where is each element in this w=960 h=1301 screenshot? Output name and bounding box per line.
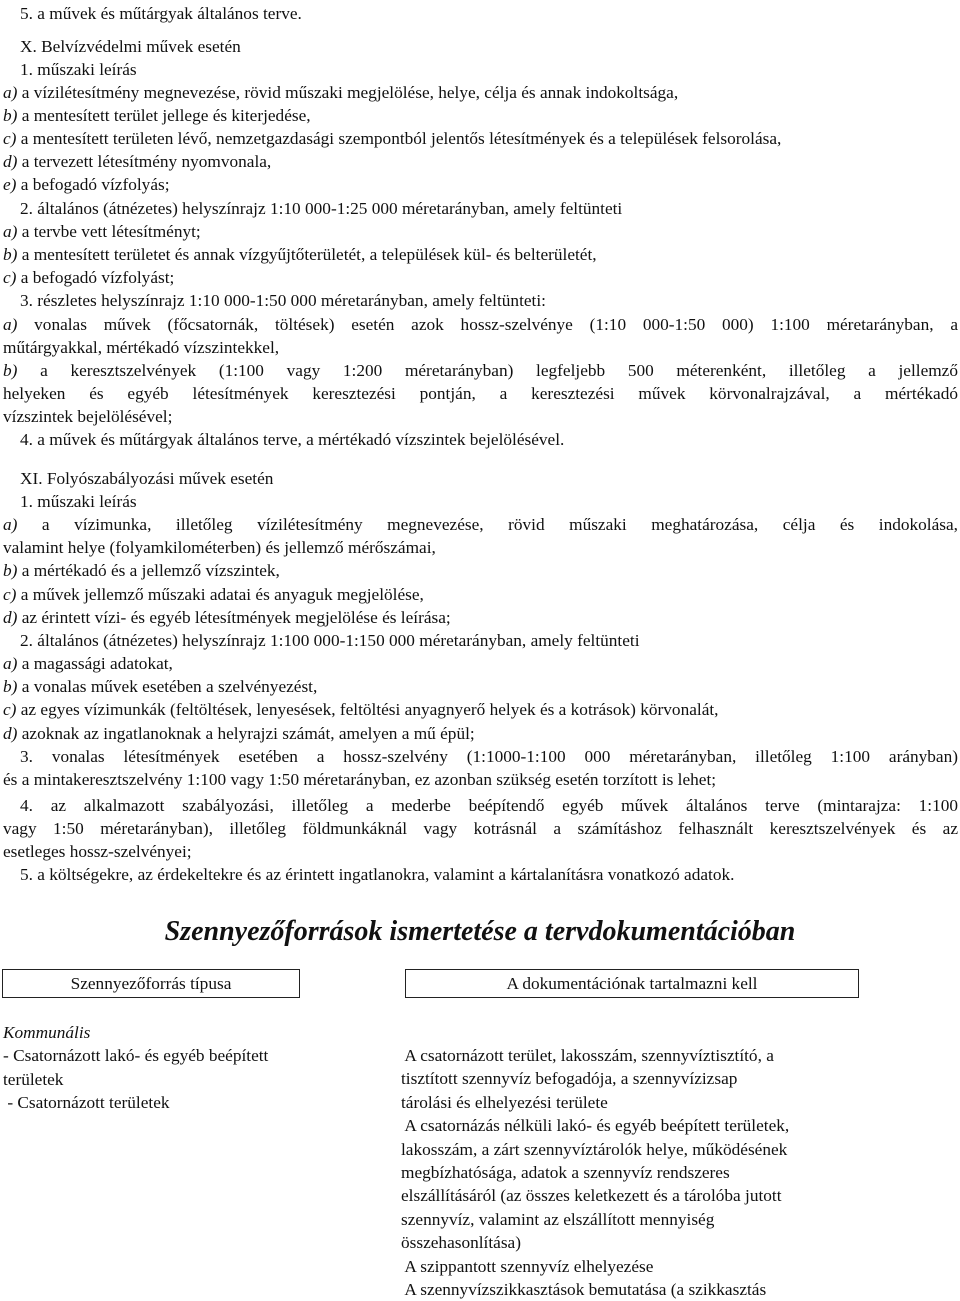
line-text: a mentesített területen lévő, nemzetgazdasági szempontból jelentős létesítmények és a települések felsorolása, xyxy=(16,129,782,148)
line-text: és a mintakeresztszelvény 1:100 vagy 1:50 méretarányban, ez azonban szükség esetén torzított is lehet; xyxy=(3,770,717,789)
line-text: az érintett vízi- és egyéb létesítmények megjelölése és leírása; xyxy=(17,608,451,627)
text-line xyxy=(0,559,958,582)
left-col-line: területek xyxy=(3,1069,64,1089)
right-col-line: A szennyvízszikkasztások bemutatása (a szikkasztás xyxy=(401,1280,767,1300)
text-line xyxy=(0,173,958,196)
line-text: a mértékadó és a jellemző vízszintek, xyxy=(17,561,280,580)
line-text: műtárgyakkal, mértékadó vízszintekkel, xyxy=(3,338,280,357)
line-text: XI. Folyószabályozási művek esetén xyxy=(20,469,274,488)
line-text: vízszintek bejelölésével; xyxy=(3,407,173,426)
list-marker: d) xyxy=(3,724,18,743)
line-text: 5. a költségekre, az érdekeltekre és az érintett ingatlanokra, valamint a kártalanításra vonatkozó adatok. xyxy=(20,865,735,884)
text-line xyxy=(0,266,958,289)
right-col-line: tisztított szennyvíz befogadója, a szennyvízizsap xyxy=(401,1069,738,1089)
text-line xyxy=(0,606,958,629)
text-line xyxy=(0,336,958,359)
left-col-line: - Csatornázott lakó- és egyéb beépített xyxy=(3,1046,269,1066)
text-line xyxy=(0,382,958,405)
right-col-line: lakosszám, a zárt szennyvíztárolók helye, működésének xyxy=(401,1139,788,1159)
text-line xyxy=(0,745,958,768)
text-line xyxy=(0,243,958,266)
list-marker: b) xyxy=(3,361,18,380)
line-text: a befogadó vízfolyás; xyxy=(16,175,170,194)
text-line xyxy=(0,863,958,886)
line-text: a vízimunka, illetőleg vízilétesítmény megnevezése, rövid műszaki meghatározása, célja és indokolása, xyxy=(17,515,958,534)
list-marker: b) xyxy=(3,106,18,125)
text-line xyxy=(0,536,958,559)
list-marker: b) xyxy=(3,245,18,264)
text-line xyxy=(0,652,958,675)
line-text: a vízilétesítmény megnevezése, rövid műszaki megjelölése, helye, célja és annak indokoltsága, xyxy=(17,83,679,102)
text-line xyxy=(0,2,958,25)
text-line xyxy=(0,405,958,428)
line-text: a tervezett létesítmény nyomvonala, xyxy=(17,152,272,171)
line-text: a magassági adatokat, xyxy=(17,654,173,673)
line-text: a mentesített terület jellege és kiterjedése, xyxy=(17,106,311,125)
right-col-line: elszállításáról (az összes keletkezett és a tárolóba jutott xyxy=(401,1186,782,1206)
list-marker: b) xyxy=(3,561,18,580)
list-marker: a) xyxy=(3,515,18,534)
table-left-column xyxy=(3,1021,268,1115)
line-text: a mentesített területet és annak vízgyűjtőterületét, a települések kül- és belterületét, xyxy=(17,245,597,264)
line-text: az egyes vízimunkák (feltöltések, lenyesések, feltöltési anyagnyerő helyek és a kotrások) körvonalát, xyxy=(16,700,719,719)
text-line xyxy=(0,220,958,243)
right-col-line: szennyvíz, valamint az elszállított mennyiség xyxy=(401,1209,715,1229)
list-marker: e) xyxy=(3,175,17,194)
category-label: Kommunális xyxy=(3,1023,91,1042)
line-text: valamint helye (folyamkilométerben) és jellemző mérőszámai, xyxy=(3,538,436,557)
left-col-line: - Csatornázott területek xyxy=(3,1093,170,1113)
right-col-line: A szippantott szennyvíz elhelyezése xyxy=(401,1256,654,1276)
list-marker: c) xyxy=(3,129,17,148)
line-text: helyeken és egyéb létesítmények keresztezési pontján, a keresztezési művek körvonalrajzával, a mértékadó xyxy=(3,384,958,403)
text-line xyxy=(0,490,958,513)
text-line xyxy=(0,289,958,312)
list-marker: d) xyxy=(3,152,18,171)
right-col-line: tárolási és elhelyezési területe xyxy=(401,1092,608,1112)
line-text: a tervbe vett létesítményt; xyxy=(17,222,201,241)
line-text: 1. műszaki leírás xyxy=(20,60,137,79)
line-text: 4. a művek és műtárgyak általános terve, a mértékadó vízszintek bejelölésével. xyxy=(20,430,565,449)
list-marker: c) xyxy=(3,700,17,719)
list-marker: c) xyxy=(3,268,17,287)
list-marker: c) xyxy=(3,585,17,604)
right-col-line: A csatornázott terület, lakosszám, szennyvíztisztító, a xyxy=(401,1046,774,1065)
text-line xyxy=(0,768,958,791)
line-text: vonalas művek (főcsatornák, töltések) esetén azok hossz-szelvénye (1:10 000-1:50 000) 1:100 méretarányban, a xyxy=(17,315,958,334)
list-marker: a) xyxy=(3,654,18,673)
table-right-column xyxy=(401,1044,789,1301)
text-line xyxy=(0,817,958,840)
text-line xyxy=(0,81,958,104)
text-line xyxy=(0,313,958,336)
list-marker: b) xyxy=(3,677,18,696)
line-text: a befogadó vízfolyást; xyxy=(16,268,175,287)
text-line xyxy=(0,359,958,382)
line-text: 1. műszaki leírás xyxy=(20,492,137,511)
text-line xyxy=(0,150,958,173)
table-header-source-type: Szennyezőforrás típusa xyxy=(2,969,300,998)
line-text: 4. az alkalmazott szabályozási, illetőleg a mederbe beépítendő egyéb művek általános terve (mintarajza: 1:100 xyxy=(20,796,958,815)
list-marker: a) xyxy=(3,315,18,334)
text-line xyxy=(0,104,958,127)
text-line xyxy=(0,675,958,698)
line-text: azoknak az ingatlanoknak a helyrajzi számát, amelyen a mű épül; xyxy=(17,724,475,743)
line-text: a vonalas művek esetében a szelvényezést, xyxy=(17,677,318,696)
list-marker: d) xyxy=(3,608,18,627)
line-text: 2. általános (átnézetes) helyszínrajz 1:100 000-1:150 000 méretarányban, amely feltünteti xyxy=(20,631,640,650)
line-text: a művek jellemző műszaki adatai és anyaguk megjelölése, xyxy=(16,585,424,604)
text-line xyxy=(0,428,958,451)
line-text: esetleges hossz-szelvényei; xyxy=(3,842,192,861)
line-text: 5. a művek és műtárgyak általános terve. xyxy=(20,4,302,23)
text-line xyxy=(0,698,958,721)
text-line xyxy=(0,840,958,863)
text-line xyxy=(0,583,958,606)
text-line xyxy=(0,467,958,490)
text-line xyxy=(0,629,958,652)
right-col-line: A csatornázás nélküli lakó- és egyéb beépített területek, xyxy=(401,1116,790,1136)
right-col-line: összehasonlítása) xyxy=(401,1233,521,1253)
line-text: 2. általános (átnézetes) helyszínrajz 1:10 000-1:25 000 méretarányban, amely feltünteti xyxy=(20,199,623,218)
text-line xyxy=(0,58,958,81)
text-line xyxy=(0,35,958,58)
text-line xyxy=(0,722,958,745)
line-text: 3. vonalas létesítmények esetében a hossz-szelvény (1:1000-1:100 000 méretarányban, illetőleg 1:100 arányban) xyxy=(20,747,958,766)
text-line xyxy=(0,127,958,150)
list-marker: a) xyxy=(3,222,18,241)
right-col-line: megbízhatósága, adatok a szennyvíz rendszeres xyxy=(401,1163,730,1183)
table-header-required-content: A dokumentációnak tartalmazni kell xyxy=(405,969,859,998)
line-text: 3. részletes helyszínrajz 1:10 000-1:50 000 méretarányban, amely feltünteti: xyxy=(20,291,546,310)
list-marker: a) xyxy=(3,83,18,102)
text-line xyxy=(0,197,958,220)
line-text: a keresztszelvények (1:100 vagy 1:200 méretarányban) legfeljebb 500 méterenként, illetőleg a jellemző xyxy=(17,361,958,380)
line-text: X. Belvízvédelmi művek esetén xyxy=(20,37,241,56)
section-title: Szennyezőforrások ismertetése a tervdokumentációban xyxy=(164,916,796,947)
text-line xyxy=(0,794,958,817)
text-line xyxy=(0,513,958,536)
line-text: vagy 1:50 méretarányban), illetőleg földmunkáknál vagy kotrásnál a számításhoz felhasznált keresztszelvények és az xyxy=(3,819,958,838)
